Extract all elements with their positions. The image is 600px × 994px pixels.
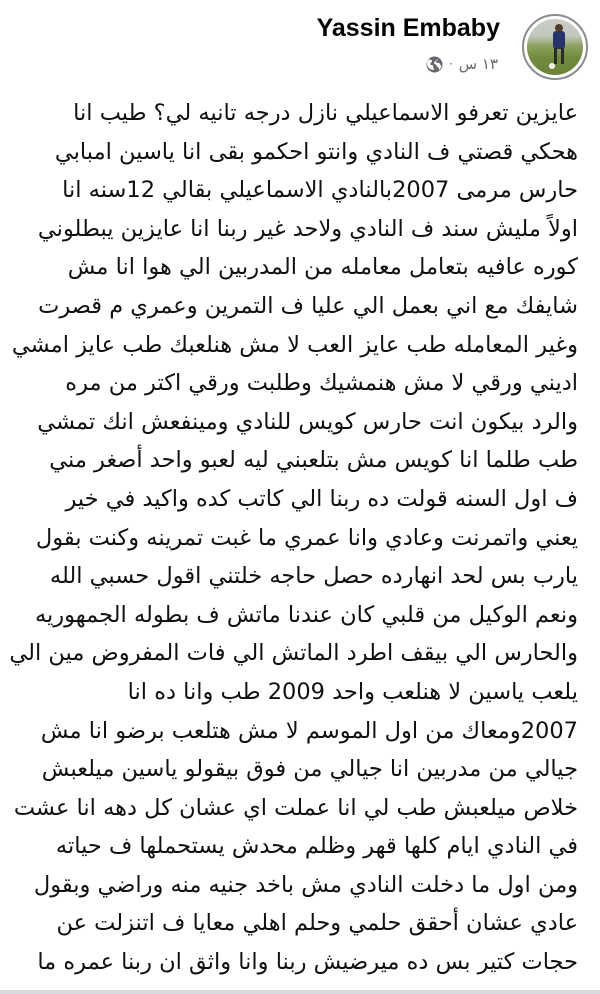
avatar-player-legs	[554, 48, 564, 64]
post-line: 2007ومعاك من اول الموسم لا مش هتلعب برضو انا مش	[40, 717, 578, 744]
meta-separator: ·	[448, 57, 453, 71]
post-line: في النادي ايام كلها قهر وظلم محدش يستحملها ف حياته	[55, 833, 578, 860]
post-line: يعني واتمرنت وعادي وانا عمري ما غبت تمرينه وكنت بقول	[35, 524, 578, 551]
post-line: والرد بيكون انت حارس كويس للنادي ومينفعش انك تمشي	[37, 408, 578, 435]
post-line: ف اول السنه قولت ده ربنا الي كاتب كده واكيد في خير	[65, 485, 578, 512]
post-body-text	[9, 94, 578, 982]
post-line: حارس مرمى 2007بالنادي الاسماعيلي بقالي 12سنه انا	[62, 177, 578, 204]
author-avatar[interactable]	[522, 14, 588, 80]
post-line: هحكي قصتي ف النادي وانتو احكمو بقى انا ياسين امبابي	[54, 138, 578, 165]
author-name[interactable]: Yassin Embaby	[316, 14, 500, 42]
post-header	[0, 0, 600, 92]
post-line: حجات كتير بس ده ميرضيش ربنا وانا واثق ان ربنا عمره ما	[37, 949, 578, 976]
post-line: طب طلما انا كويس مش بتلعبني ليه لعبو واحد أصغر مني	[49, 447, 578, 474]
post-line: اديني ورقي لا مش هنمشيك وطلبت ورقي اكتر من مره	[65, 370, 578, 397]
post-line: ونعم الوكيل من قلبي كان عندنا ماتش ف بطوله الجمهوريه	[34, 601, 578, 628]
post-line: اولاً مليش سند ف النادي ولاحد غير ربنا انا عايزين يبطلوني	[37, 215, 578, 242]
post-line: عايزين تعرفو الاسماعيلي نازل درجه تانيه لي؟ طيب انا	[73, 100, 578, 126]
post-line: يلعب ياسين لا هنلعب واحد 2009 طب وانا ده انا	[127, 678, 578, 705]
post-line: كوره عافيه بتعامل معامله من المدربين الي هوا انا مش	[67, 254, 578, 281]
post-meta	[426, 54, 498, 74]
post-line: عادي عشان أحقق حلمي وحلم اهلي معايا ف اتنزلت عن	[56, 910, 578, 937]
post-line: شايفك مع اني بعمل الي عليا ف التمرين وعمري م قصرت	[38, 292, 578, 319]
avatar-ball	[549, 63, 555, 69]
post-line: وغير المعامله طب عايز العب لا مش هنلعبك طب عايز امشي	[11, 331, 578, 358]
globe-icon[interactable]	[426, 56, 443, 73]
post-line: ومن اول ما دخلت النادي مش باخد جنيه منه وراضي وبقول	[33, 871, 578, 898]
post-line: جيالي من مدربين انا جيالي من فوق بيقولو ياسين ميلعبش	[41, 756, 578, 783]
post-line: يارب بس لحد انهارده حصل حاجه خلتني اقول حسبي الله	[49, 563, 578, 590]
bottom-divider	[0, 990, 600, 994]
post-line: خلاص ميلعبش طب لي انا عملت اي عشان كل دهه انا عشت	[13, 794, 578, 821]
avatar-player-body	[553, 31, 565, 49]
profile-photo-icon	[527, 19, 583, 75]
post-timestamp[interactable]: ١٣ س	[458, 55, 498, 73]
post-line: والحارس الي بيقف اطرد الماتش الي فات المفروض مين الي	[9, 640, 578, 667]
